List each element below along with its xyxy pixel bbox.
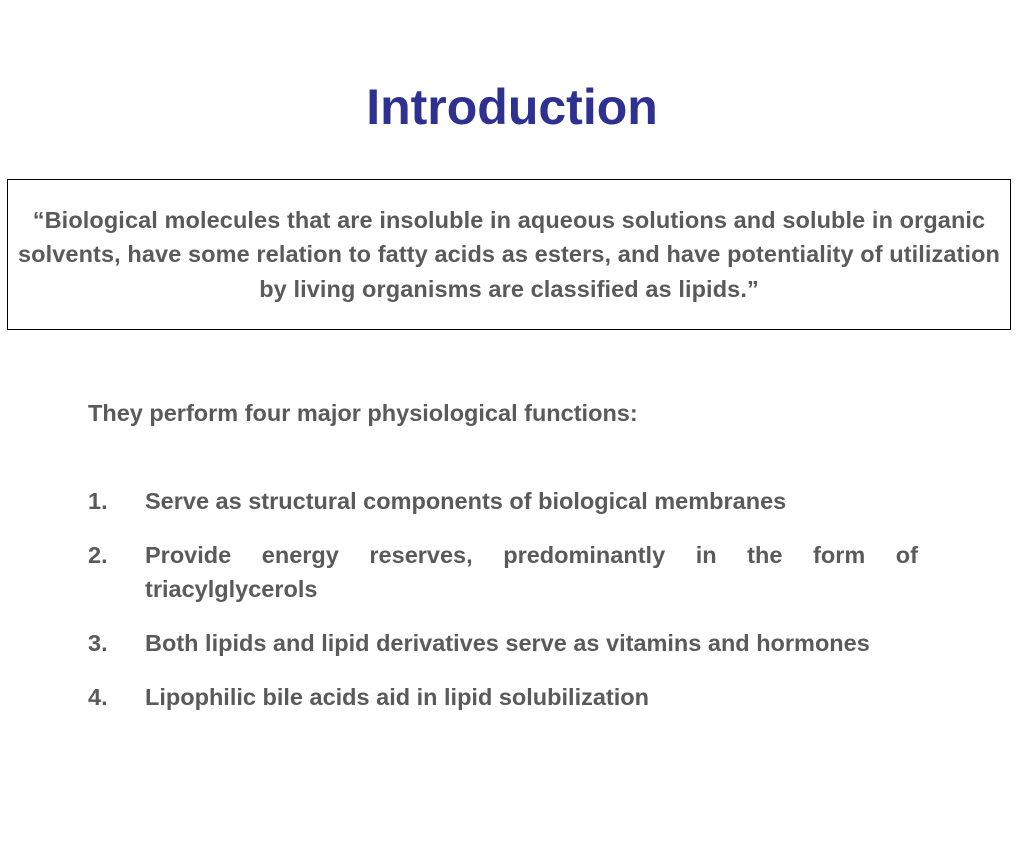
list-item-number: 2. <box>88 542 108 568</box>
list-item-number: 3. <box>88 630 108 656</box>
list-item-text: Provide energy reserves, predominantly in the form of triacylglycerols <box>145 542 918 602</box>
list-item <box>88 626 918 660</box>
list-item-number: 1. <box>88 488 108 514</box>
definition-box <box>7 179 1011 330</box>
list-item <box>88 484 918 518</box>
list-item-text: Lipophilic bile acids aid in lipid solubilization <box>145 684 649 710</box>
functions-list <box>88 484 918 734</box>
list-item-text: Both lipids and lipid derivatives serve as vitamins and hormones <box>145 630 870 656</box>
list-item-number: 4. <box>88 684 108 710</box>
slide-title: Introduction <box>366 79 658 135</box>
definition-quote: “Biological molecules that are insoluble in aqueous solutions and soluble in organic solvents, have some relation to fatty acids as esters, and have potentiality of utilization by living organisms are classified as lipids.” <box>18 206 1000 302</box>
functions-intro: They perform four major physiological functions: <box>88 400 638 426</box>
list-item <box>88 680 918 714</box>
list-item-text: Serve as structural components of biological membranes <box>145 488 787 514</box>
list-item <box>88 538 918 606</box>
